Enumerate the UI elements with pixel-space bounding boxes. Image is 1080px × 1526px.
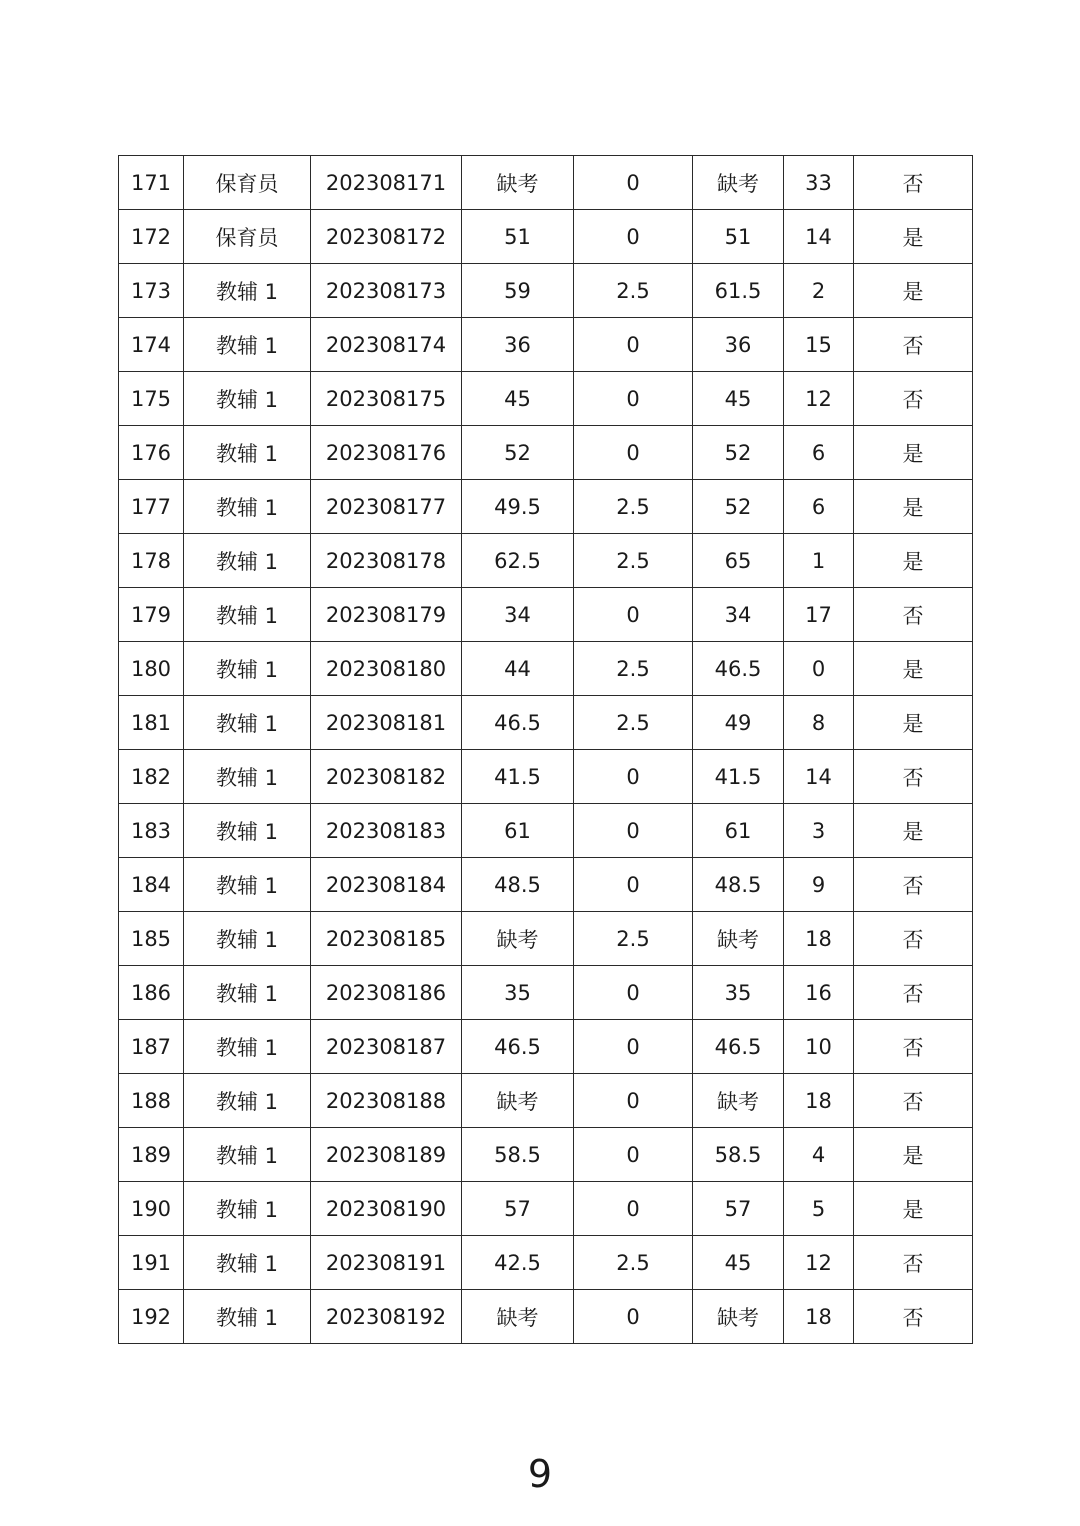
position-cell: 教辅 1 — [184, 966, 311, 1020]
table-row — [119, 1290, 973, 1344]
qualified-cell: 否 — [854, 1236, 973, 1290]
total-score-cell: 45 — [693, 372, 784, 426]
position-cell: 教辅 1 — [184, 1182, 311, 1236]
qualified-cell: 是 — [854, 426, 973, 480]
rank-cell: 4 — [784, 1128, 854, 1182]
table-row — [119, 804, 973, 858]
written-score-cell: 缺考 — [462, 156, 574, 210]
qualified-cell: 否 — [854, 966, 973, 1020]
written-score-cell: 42.5 — [462, 1236, 574, 1290]
bonus-score-cell: 2.5 — [574, 696, 693, 750]
rank-cell: 12 — [784, 372, 854, 426]
total-score-cell: 36 — [693, 318, 784, 372]
serial-number-cell: 179 — [119, 588, 184, 642]
total-score-cell: 61 — [693, 804, 784, 858]
table-row — [119, 534, 973, 588]
rank-cell: 0 — [784, 642, 854, 696]
total-score-cell: 58.5 — [693, 1128, 784, 1182]
bonus-score-cell: 0 — [574, 966, 693, 1020]
qualified-cell: 是 — [854, 480, 973, 534]
position-cell: 教辅 1 — [184, 696, 311, 750]
bonus-score-cell: 2.5 — [574, 1236, 693, 1290]
serial-number-cell: 173 — [119, 264, 184, 318]
written-score-cell: 44 — [462, 642, 574, 696]
table-row — [119, 318, 973, 372]
table-row — [119, 696, 973, 750]
position-cell: 教辅 1 — [184, 1290, 311, 1344]
table-row — [119, 1182, 973, 1236]
exam-id-cell: 202308185 — [311, 912, 462, 966]
bonus-score-cell: 0 — [574, 1020, 693, 1074]
rank-cell: 33 — [784, 156, 854, 210]
rank-cell: 17 — [784, 588, 854, 642]
serial-number-cell: 171 — [119, 156, 184, 210]
written-score-cell: 52 — [462, 426, 574, 480]
exam-id-cell: 202308189 — [311, 1128, 462, 1182]
total-score-cell: 52 — [693, 426, 784, 480]
written-score-cell: 51 — [462, 210, 574, 264]
qualified-cell: 否 — [854, 372, 973, 426]
rank-cell: 2 — [784, 264, 854, 318]
position-cell: 教辅 1 — [184, 858, 311, 912]
serial-number-cell: 180 — [119, 642, 184, 696]
qualified-cell: 是 — [854, 1128, 973, 1182]
qualified-cell: 是 — [854, 264, 973, 318]
table-body — [119, 156, 973, 1344]
position-cell: 教辅 1 — [184, 1074, 311, 1128]
total-score-cell: 61.5 — [693, 264, 784, 318]
rank-cell: 14 — [784, 210, 854, 264]
qualified-cell: 否 — [854, 588, 973, 642]
bonus-score-cell: 0 — [574, 156, 693, 210]
total-score-cell: 35 — [693, 966, 784, 1020]
total-score-cell: 46.5 — [693, 1020, 784, 1074]
rank-cell: 14 — [784, 750, 854, 804]
exam-id-cell: 202308184 — [311, 858, 462, 912]
position-cell: 教辅 1 — [184, 1020, 311, 1074]
bonus-score-cell: 0 — [574, 588, 693, 642]
qualified-cell: 否 — [854, 318, 973, 372]
score-table — [118, 155, 973, 1344]
total-score-cell: 41.5 — [693, 750, 784, 804]
serial-number-cell: 183 — [119, 804, 184, 858]
rank-cell: 3 — [784, 804, 854, 858]
qualified-cell: 否 — [854, 750, 973, 804]
table-row — [119, 264, 973, 318]
position-cell: 教辅 1 — [184, 426, 311, 480]
rank-cell: 16 — [784, 966, 854, 1020]
rank-cell: 18 — [784, 1074, 854, 1128]
written-score-cell: 41.5 — [462, 750, 574, 804]
written-score-cell: 35 — [462, 966, 574, 1020]
qualified-cell: 是 — [854, 534, 973, 588]
exam-id-cell: 202308175 — [311, 372, 462, 426]
written-score-cell: 62.5 — [462, 534, 574, 588]
written-score-cell: 58.5 — [462, 1128, 574, 1182]
bonus-score-cell: 2.5 — [574, 642, 693, 696]
exam-id-cell: 202308174 — [311, 318, 462, 372]
table-row — [119, 1020, 973, 1074]
total-score-cell: 49 — [693, 696, 784, 750]
written-score-cell: 缺考 — [462, 1290, 574, 1344]
position-cell: 教辅 1 — [184, 534, 311, 588]
exam-id-cell: 202308171 — [311, 156, 462, 210]
written-score-cell: 49.5 — [462, 480, 574, 534]
table-row — [119, 372, 973, 426]
bonus-score-cell: 0 — [574, 1128, 693, 1182]
bonus-score-cell: 0 — [574, 372, 693, 426]
table-row — [119, 1236, 973, 1290]
serial-number-cell: 191 — [119, 1236, 184, 1290]
exam-id-cell: 202308186 — [311, 966, 462, 1020]
total-score-cell: 57 — [693, 1182, 784, 1236]
serial-number-cell: 172 — [119, 210, 184, 264]
exam-id-cell: 202308172 — [311, 210, 462, 264]
written-score-cell: 缺考 — [462, 912, 574, 966]
table-row — [119, 750, 973, 804]
bonus-score-cell: 0 — [574, 858, 693, 912]
exam-id-cell: 202308179 — [311, 588, 462, 642]
rank-cell: 12 — [784, 1236, 854, 1290]
bonus-score-cell: 0 — [574, 210, 693, 264]
exam-id-cell: 202308178 — [311, 534, 462, 588]
rank-cell: 6 — [784, 426, 854, 480]
table-row — [119, 480, 973, 534]
rank-cell: 8 — [784, 696, 854, 750]
table-row — [119, 210, 973, 264]
serial-number-cell: 181 — [119, 696, 184, 750]
position-cell: 教辅 1 — [184, 318, 311, 372]
serial-number-cell: 189 — [119, 1128, 184, 1182]
exam-id-cell: 202308176 — [311, 426, 462, 480]
exam-id-cell: 202308177 — [311, 480, 462, 534]
position-cell: 教辅 1 — [184, 1128, 311, 1182]
serial-number-cell: 184 — [119, 858, 184, 912]
total-score-cell: 缺考 — [693, 1290, 784, 1344]
serial-number-cell: 176 — [119, 426, 184, 480]
bonus-score-cell: 0 — [574, 318, 693, 372]
total-score-cell: 52 — [693, 480, 784, 534]
qualified-cell: 否 — [854, 912, 973, 966]
written-score-cell: 59 — [462, 264, 574, 318]
table-row — [119, 426, 973, 480]
qualified-cell: 否 — [854, 156, 973, 210]
rank-cell: 18 — [784, 1290, 854, 1344]
bonus-score-cell: 0 — [574, 750, 693, 804]
serial-number-cell: 177 — [119, 480, 184, 534]
qualified-cell: 否 — [854, 1020, 973, 1074]
exam-id-cell: 202308181 — [311, 696, 462, 750]
table-row — [119, 588, 973, 642]
bonus-score-cell: 0 — [574, 1074, 693, 1128]
qualified-cell: 是 — [854, 642, 973, 696]
total-score-cell: 65 — [693, 534, 784, 588]
written-score-cell: 46.5 — [462, 1020, 574, 1074]
rank-cell: 10 — [784, 1020, 854, 1074]
table-row — [119, 156, 973, 210]
exam-id-cell: 202308192 — [311, 1290, 462, 1344]
position-cell: 教辅 1 — [184, 372, 311, 426]
bonus-score-cell: 0 — [574, 1182, 693, 1236]
table-row — [119, 912, 973, 966]
serial-number-cell: 186 — [119, 966, 184, 1020]
qualified-cell: 否 — [854, 858, 973, 912]
serial-number-cell: 187 — [119, 1020, 184, 1074]
position-cell: 教辅 1 — [184, 750, 311, 804]
qualified-cell: 否 — [854, 1074, 973, 1128]
qualified-cell: 是 — [854, 210, 973, 264]
exam-id-cell: 202308188 — [311, 1074, 462, 1128]
serial-number-cell: 188 — [119, 1074, 184, 1128]
rank-cell: 1 — [784, 534, 854, 588]
serial-number-cell: 175 — [119, 372, 184, 426]
page-number: 9 — [527, 1452, 553, 1496]
exam-id-cell: 202308190 — [311, 1182, 462, 1236]
bonus-score-cell: 2.5 — [574, 912, 693, 966]
total-score-cell: 51 — [693, 210, 784, 264]
rank-cell: 18 — [784, 912, 854, 966]
written-score-cell: 缺考 — [462, 1074, 574, 1128]
qualified-cell: 否 — [854, 1290, 973, 1344]
bonus-score-cell: 0 — [574, 426, 693, 480]
written-score-cell: 34 — [462, 588, 574, 642]
exam-id-cell: 202308180 — [311, 642, 462, 696]
written-score-cell: 36 — [462, 318, 574, 372]
position-cell: 教辅 1 — [184, 912, 311, 966]
total-score-cell: 46.5 — [693, 642, 784, 696]
rank-cell: 9 — [784, 858, 854, 912]
serial-number-cell: 178 — [119, 534, 184, 588]
bonus-score-cell: 2.5 — [574, 480, 693, 534]
total-score-cell: 缺考 — [693, 912, 784, 966]
serial-number-cell: 190 — [119, 1182, 184, 1236]
table-row — [119, 1128, 973, 1182]
total-score-cell: 缺考 — [693, 156, 784, 210]
rank-cell: 5 — [784, 1182, 854, 1236]
bonus-score-cell: 2.5 — [574, 264, 693, 318]
position-cell: 教辅 1 — [184, 480, 311, 534]
written-score-cell: 57 — [462, 1182, 574, 1236]
bonus-score-cell: 0 — [574, 1290, 693, 1344]
table-row — [119, 642, 973, 696]
total-score-cell: 34 — [693, 588, 784, 642]
position-cell: 保育员 — [184, 156, 311, 210]
exam-id-cell: 202308182 — [311, 750, 462, 804]
total-score-cell: 45 — [693, 1236, 784, 1290]
table-row — [119, 966, 973, 1020]
exam-id-cell: 202308187 — [311, 1020, 462, 1074]
total-score-cell: 48.5 — [693, 858, 784, 912]
table-row — [119, 1074, 973, 1128]
bonus-score-cell: 2.5 — [574, 534, 693, 588]
qualified-cell: 是 — [854, 1182, 973, 1236]
qualified-cell: 是 — [854, 804, 973, 858]
exam-id-cell: 202308183 — [311, 804, 462, 858]
serial-number-cell: 182 — [119, 750, 184, 804]
position-cell: 教辅 1 — [184, 588, 311, 642]
exam-id-cell: 202308191 — [311, 1236, 462, 1290]
rank-cell: 15 — [784, 318, 854, 372]
position-cell: 教辅 1 — [184, 1236, 311, 1290]
bonus-score-cell: 0 — [574, 804, 693, 858]
written-score-cell: 46.5 — [462, 696, 574, 750]
position-cell: 保育员 — [184, 210, 311, 264]
total-score-cell: 缺考 — [693, 1074, 784, 1128]
written-score-cell: 45 — [462, 372, 574, 426]
rank-cell: 6 — [784, 480, 854, 534]
exam-id-cell: 202308173 — [311, 264, 462, 318]
serial-number-cell: 185 — [119, 912, 184, 966]
written-score-cell: 48.5 — [462, 858, 574, 912]
position-cell: 教辅 1 — [184, 804, 311, 858]
serial-number-cell: 192 — [119, 1290, 184, 1344]
position-cell: 教辅 1 — [184, 264, 311, 318]
serial-number-cell: 174 — [119, 318, 184, 372]
table-row — [119, 858, 973, 912]
position-cell: 教辅 1 — [184, 642, 311, 696]
written-score-cell: 61 — [462, 804, 574, 858]
qualified-cell: 是 — [854, 696, 973, 750]
